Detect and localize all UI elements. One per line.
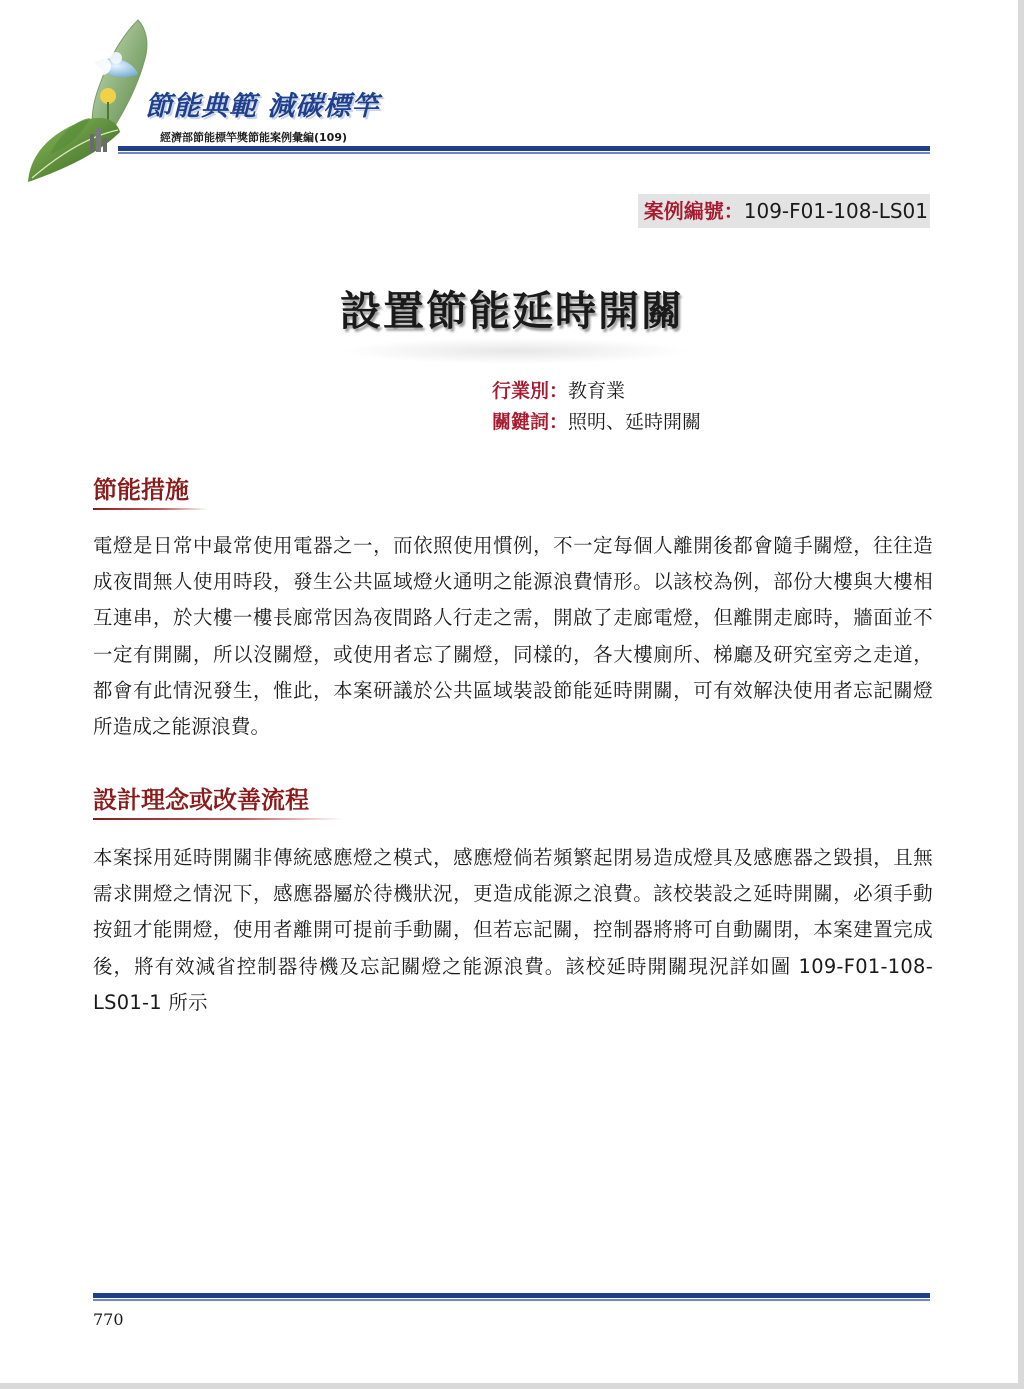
header-rule-thin [118, 152, 930, 154]
logo-subtitle: 經濟部節能標竿獎節能案例彙編(109) [160, 131, 348, 144]
keywords-value: 照明、延時開關 [568, 411, 702, 433]
footer-rule [93, 1293, 930, 1298]
section-underline [93, 508, 208, 510]
case-number-badge [638, 194, 930, 228]
section-underline [93, 818, 343, 820]
page-number: 770 [93, 1310, 124, 1329]
section-heading-design: 設計理念或改善流程 [93, 786, 309, 814]
page-title: 設置節能延時開關 [340, 287, 684, 335]
case-number-label: 案例編號： [643, 199, 744, 223]
industry-line [492, 378, 625, 404]
industry-value: 教育業 [568, 380, 626, 402]
title-shadow [340, 338, 690, 364]
footer-rule-thin [93, 1299, 930, 1301]
section-body-design: 本案採用延時開關非傳統感應燈之模式，感應燈倘若頻繁起閉易造成燈具及感應器之毀損，且無需求開燈之情況下，感應器屬於待機狀況，更造成能源之浪費。該校裝設之延時開關，必須手動按鈕才能開燈，使用者離開可提前手動關，但若忘記關，控制器將將可自動關閉，本案建置完成後，將有效減省控制器待機及忘記關燈之能源浪費。該校延時開關現況詳如圖 109-F01-108-LS01-1 所示 [93, 846, 933, 1014]
section-body-measures: 電燈是日常中最常使用電器之一，而依照使用慣例，不一定每個人離開後都會隨手關燈，往往造成夜間無人使用時段，發生公共區域燈火通明之能源浪費情形。以該校為例，部份大樓與大樓相互連串，於大樓一樓長廊常因為夜間路人行走之需，開啟了走廊電燈，但離開走廊時，牆面並不一定有開關，所以沒關燈，或使用者忘了關燈，同樣的，各大樓廁所、梯廳及研究室旁之走道，都會有此情況發生，惟此，本案研議於公共區域裝設節能延時開關，可有效解決使用者忘記關燈所造成之能源浪費。 [93, 534, 933, 739]
case-number-value: 109-F01-108-LS01 [743, 199, 928, 223]
logo-title: 節能典範 減碳標竿 [145, 91, 380, 122]
keywords-label: 關鍵詞： [492, 411, 569, 433]
header-rule [118, 146, 930, 151]
industry-label: 行業別： [492, 380, 569, 402]
section-heading-measures: 節能措施 [93, 476, 189, 504]
keywords-line [492, 409, 701, 435]
